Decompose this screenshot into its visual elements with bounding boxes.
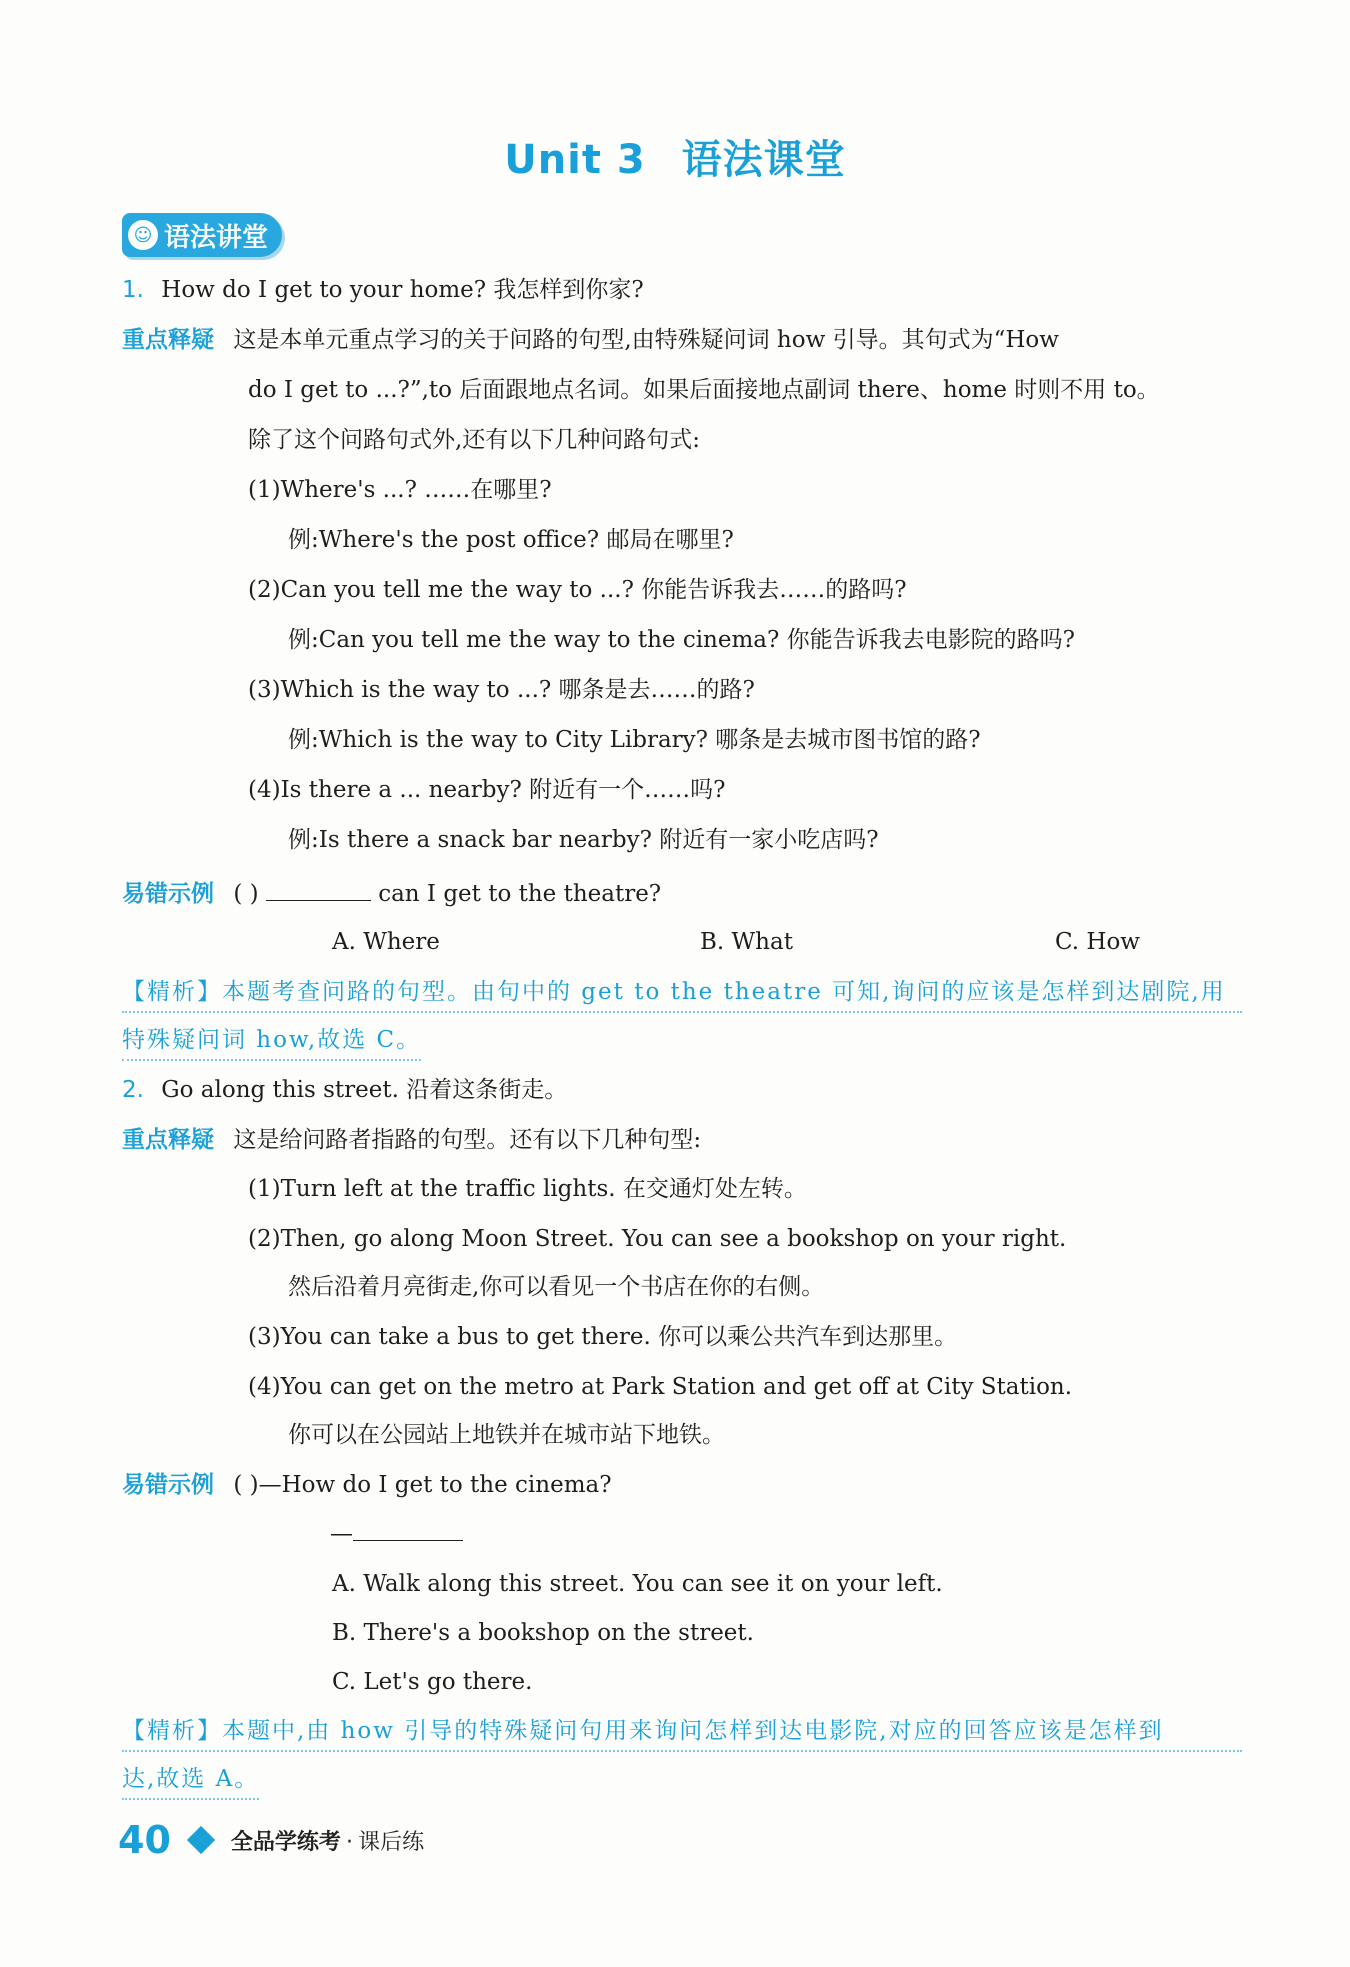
section-badge — [122, 213, 282, 257]
item1-option-c[interactable]: C. How — [1055, 929, 1140, 955]
item1-answer-blank[interactable] — [266, 878, 371, 901]
item2-answer-blank[interactable] — [353, 1518, 463, 1541]
item1-pattern: (1)Where's ...? ……在哪里? — [248, 477, 552, 503]
footer-brand-group — [231, 1825, 424, 1856]
footer-sub: 课后练 — [358, 1829, 425, 1855]
section-badge-label: 语法讲堂 — [164, 222, 269, 253]
item2-explain: 这是给问路者指路的句型。还有以下几种句型: — [233, 1127, 702, 1153]
item2-translation: 然后沿着月亮街走,你可以看见一个书店在你的右侧。 — [288, 1274, 825, 1300]
item2-answer-dash: — — [330, 1521, 353, 1547]
item2-heading — [122, 1075, 567, 1105]
speech-bubble-icon: ☺ — [128, 220, 158, 250]
diamond-ornament-icon — [189, 1828, 213, 1852]
item1-question: can I get to the theatre? — [370, 881, 662, 907]
item1-analysis — [122, 977, 1242, 1013]
item2-number: 2. — [122, 1077, 144, 1103]
item1-example: 例:Is there a snack bar nearby? 附近有一家小吃店吗? — [288, 827, 879, 853]
unit-topic: 语法课堂 — [681, 137, 846, 183]
item1-error-row — [122, 878, 661, 909]
item1-heading — [122, 275, 644, 305]
page-footer — [118, 1818, 424, 1862]
item1-sentence: How do I get to your home? 我怎样到你家? — [161, 277, 644, 303]
item1-pattern: (2)Can you tell me the way to ...? 你能告诉我去……的路吗? — [248, 577, 907, 603]
item2-pattern: (4)You can get on the metro at Park Station and get off at City Station. — [248, 1374, 1073, 1400]
item1-focus-tag: 重点释疑 — [122, 327, 214, 353]
footer-separator: · — [346, 1829, 353, 1855]
item1-analysis-line: 特殊疑问词 how,故选 C。 — [122, 1025, 421, 1061]
item2-error-tag: 易错示例 — [122, 1472, 214, 1498]
item1-example: 例:Where's the post office? 邮局在哪里? — [288, 527, 734, 553]
footer-brand: 全品学练考 — [230, 1829, 341, 1855]
item1-focus-row — [122, 325, 1059, 355]
unit-label: Unit 3 — [504, 137, 646, 183]
item2-error-row — [122, 1470, 612, 1500]
item1-answer-paren[interactable]: ( ) — [233, 881, 259, 907]
item1-option-a[interactable]: A. Where — [332, 929, 440, 955]
item1-example: 例:Which is the way to City Library? 哪条是去城市图书馆的路? — [288, 727, 981, 753]
item2-answer-line — [330, 1518, 463, 1549]
item1-analysis-line: 【精析】本题考查问路的句型。由句中的 get to the theatre 可知,询问的应该是怎样到达剧院,用 — [122, 977, 1242, 1013]
item2-pattern: (3)You can take a bus to get there. 你可以乘公共汽车到达那里。 — [248, 1324, 958, 1350]
page-number: 40 — [118, 1818, 171, 1862]
item1-pattern: (3)Which is the way to ...? 哪条是去……的路? — [248, 677, 755, 703]
item2-focus-row — [122, 1125, 701, 1155]
item2-analysis-line: 达,故选 A。 — [122, 1764, 259, 1800]
item1-option-b[interactable]: B. What — [700, 929, 793, 955]
item2-pattern: (1)Turn left at the traffic lights. 在交通灯处左转。 — [248, 1176, 807, 1202]
page-title — [0, 128, 1350, 185]
item2-question: —How do I get to the cinema? — [258, 1472, 612, 1498]
item2-option-c[interactable]: C. Let's go there. — [332, 1669, 533, 1695]
item1-analysis — [122, 1025, 421, 1061]
item1-example: 例:Can you tell me the way to the cinema? 你能告诉我去电影院的路吗? — [288, 627, 1075, 653]
item2-analysis — [122, 1716, 1242, 1752]
item2-option-a[interactable]: A. Walk along this street. You can see it on your left. — [332, 1571, 943, 1597]
item2-option-b[interactable]: B. There's a bookshop on the street. — [332, 1620, 754, 1646]
item1-explain-line: 除了这个问路句式外,还有以下几种问路句式: — [248, 427, 701, 453]
item1-error-tag: 易错示例 — [122, 881, 214, 907]
item1-explain-line: 这是本单元重点学习的关于问路的句型,由特殊疑问词 how 引导。其句式为“How — [233, 327, 1059, 353]
item1-number: 1. — [122, 277, 144, 303]
item2-answer-paren[interactable]: ( ) — [233, 1472, 259, 1498]
item1-pattern: (4)Is there a ... nearby? 附近有一个……吗? — [248, 777, 726, 803]
item2-pattern: (2)Then, go along Moon Street. You can see a bookshop on your right. — [248, 1226, 1067, 1252]
item2-analysis — [122, 1764, 259, 1800]
item2-focus-tag: 重点释疑 — [122, 1127, 214, 1153]
item2-analysis-line: 【精析】本题中,由 how 引导的特殊疑问句用来询问怎样到达电影院,对应的回答应该是怎样到 — [122, 1716, 1242, 1752]
item2-sentence: Go along this street. 沿着这条街走。 — [161, 1077, 568, 1103]
item2-translation: 你可以在公园站上地铁并在城市站下地铁。 — [288, 1422, 725, 1448]
item1-explain-line: do I get to ...?”,to 后面跟地点名词。如果后面接地点副词 there、home 时则不用 to。 — [248, 377, 1160, 403]
